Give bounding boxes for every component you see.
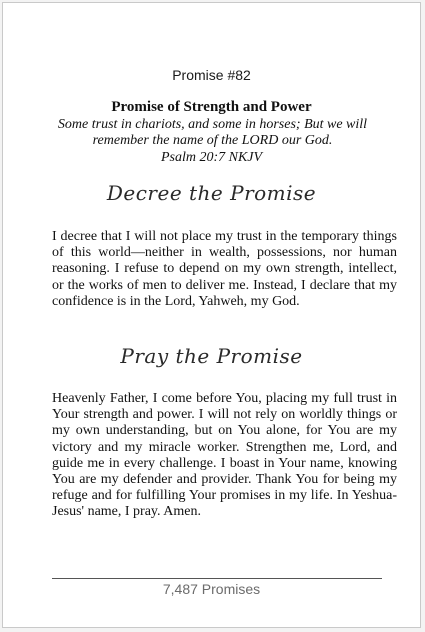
promise-title: Promise of Strength and Power xyxy=(111,99,312,115)
scripture-reference: Psalm 20:7 NKJV xyxy=(160,150,263,165)
footer-divider xyxy=(52,578,382,579)
decree-text: I decree that I will not place my trust in the temporary things of this world—neither in wealth, possessions, nor human reasoning. I refuse to depend on my own strength, intellect, or the works of men to deliver me. Instead, I declare that my confidence is in the Lord, Yahweh, my God. xyxy=(52,229,397,309)
promise-page xyxy=(2,2,421,628)
promises-count: 7,487 Promises xyxy=(162,581,261,597)
pray-heading: Pray the Promise xyxy=(120,344,303,368)
decree-heading: Decree the Promise xyxy=(106,181,317,205)
scripture-verse: Some trust in chariots, and some in horses; But we will remember the name of the LORD our God. xyxy=(57,117,368,148)
prayer-text: Heavenly Father, I come before You, placing my full trust in Your strength and power. I will not rely on worldly things or my own understanding, but on You alone, for You are my victory and my miracle worker. Strengthen me, Lord, and guide me in every challenge. I boast in Your name, knowing You are my defender and provider. Thank You for being my refuge and for fulfilling Your promises in my life. In Yeshua-Jesus' name, I pray. Amen. xyxy=(52,391,397,520)
promise-number: Promise #82 xyxy=(172,67,251,83)
